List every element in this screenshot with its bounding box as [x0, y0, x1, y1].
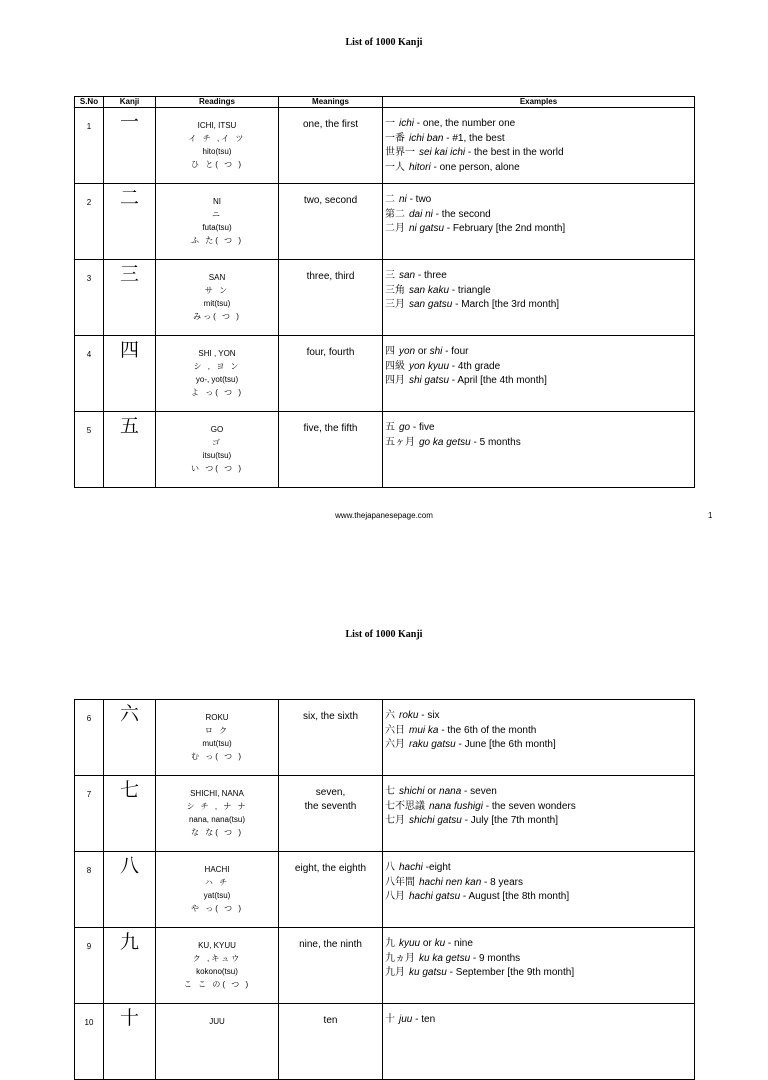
reading: nana, nana(tsu) [188, 815, 246, 824]
sno-cell [75, 928, 104, 1004]
reading: な な( つ ) [191, 828, 243, 837]
page-title: List of 1000 Kanji [345, 37, 423, 48]
readings-cell [156, 700, 279, 776]
example-line [385, 436, 694, 451]
example-romaji: ichi [399, 118, 415, 129]
example-meaning: - February [the 2nd month] [444, 223, 566, 234]
kanji-character: 十 [119, 1007, 139, 1029]
meanings-list [279, 776, 382, 814]
example-meaning: - September [the 9th month] [446, 967, 575, 978]
examples-cell [383, 336, 695, 412]
example-line [385, 952, 694, 967]
reading: kokono(tsu) [196, 967, 238, 976]
readings-cell [156, 260, 279, 336]
example-japanese: 十 [385, 1014, 395, 1025]
examples-cell [383, 1004, 695, 1080]
example-romaji: sei kai ichi [419, 147, 466, 158]
reading: KU, KYUU [198, 941, 236, 950]
example-line [385, 814, 694, 829]
reading: SAN [208, 273, 226, 282]
kanji-table-page-1 [74, 96, 695, 488]
example-japanese: 第二 [385, 208, 405, 220]
sno-cell [75, 108, 104, 184]
kanji-cell [104, 108, 156, 184]
sno-cell [75, 776, 104, 852]
examples-list [383, 108, 694, 175]
reading: みっ( つ ) [193, 312, 241, 321]
reading: yat(tsu) [203, 891, 231, 900]
kanji-cell [104, 928, 156, 1004]
meaning: the seventh [304, 801, 357, 812]
example-meaning-alt: - four [442, 346, 469, 357]
example-japanese: 二 [385, 194, 395, 205]
examples-list [383, 336, 694, 389]
reading: ハ チ [204, 878, 230, 887]
example-meaning: - six [418, 710, 440, 721]
example-line [385, 345, 694, 360]
meaning: ten [323, 1015, 338, 1026]
reading: yo-, yot(tsu) [195, 375, 239, 384]
example-romaji: san gatsu [409, 299, 453, 310]
example-japanese: 五 [385, 422, 395, 433]
sno-cell [75, 260, 104, 336]
example-meaning: -eight [422, 862, 451, 873]
example-romaji: roku [399, 710, 419, 721]
example-japanese: 一 [385, 118, 395, 129]
example-romaji: hachi nen kan [419, 876, 482, 888]
example-romaji: shichi gatsu [409, 815, 462, 826]
examples-list [383, 776, 694, 829]
example-meaning: - the seven wonders [482, 800, 576, 812]
readings-cell [156, 852, 279, 928]
meaning: six, the sixth [302, 711, 359, 722]
meanings-list [279, 108, 382, 132]
example-line [385, 284, 694, 299]
examples-list [383, 260, 694, 313]
reading: mut(tsu) [202, 739, 232, 748]
readings-cell [156, 184, 279, 260]
table-row [75, 1004, 695, 1080]
example-japanese: 六日 [385, 724, 405, 736]
meaning: one, the first [302, 119, 359, 130]
meanings-list [279, 852, 382, 876]
examples-cell [383, 260, 695, 336]
example-line [385, 724, 694, 739]
example-japanese: 三角 [385, 284, 405, 296]
kanji-cell [104, 184, 156, 260]
example-line [385, 132, 694, 147]
table-row [75, 700, 695, 776]
example-romaji: juu [399, 1014, 413, 1025]
reading: サ ン [204, 286, 230, 295]
example-meaning: - two [406, 194, 432, 205]
page-number: 1 [708, 511, 713, 520]
example-line [385, 269, 694, 284]
example-romaji: hachi gatsu [409, 891, 461, 902]
kanji-character: 一 [119, 111, 139, 133]
readings-list [156, 852, 278, 916]
readings-cell [156, 108, 279, 184]
example-romaji: ku gatsu [409, 967, 447, 978]
kanji-cell [104, 852, 156, 928]
example-line [385, 1013, 694, 1028]
serial-number: 2 [86, 198, 92, 207]
example-meaning: - August [the 8th month] [460, 891, 570, 902]
example-romaji: shichi [399, 786, 425, 797]
reading: hito(tsu) [202, 147, 232, 156]
example-romaji: dai ni [409, 208, 433, 220]
example-japanese: 八年間 [385, 876, 415, 888]
example-line [385, 421, 694, 436]
table-header-row [75, 97, 695, 108]
reading: ひ と( つ ) [191, 160, 243, 169]
examples-list [383, 928, 694, 981]
example-line [385, 890, 694, 905]
table-row [75, 776, 695, 852]
example-romaji-alt: shi [429, 346, 443, 357]
sno-cell [75, 700, 104, 776]
meanings-cell [279, 776, 383, 852]
example-japanese: 一番 [385, 132, 405, 144]
example-line [385, 738, 694, 753]
example-romaji: go ka getsu [419, 436, 471, 448]
example-japanese: 九月 [385, 967, 405, 978]
example-meaning: - the 6th of the month [438, 724, 537, 736]
example-meaning: - ten [412, 1014, 436, 1025]
reading: itsu(tsu) [202, 451, 232, 460]
meanings-cell [279, 336, 383, 412]
page-title: List of 1000 Kanji [345, 629, 423, 640]
example-romaji: yon [399, 346, 416, 357]
example-meaning: - three [415, 270, 447, 281]
reading: HACHI [204, 865, 230, 874]
reading: ニ [212, 210, 222, 219]
kanji-character: 二 [119, 187, 139, 209]
reading: GO [210, 425, 224, 434]
reading: い つ( つ ) [191, 464, 243, 473]
reading: SHI , YON [198, 349, 236, 358]
meanings-cell [279, 108, 383, 184]
reading: ク ,キュウ [192, 954, 242, 963]
example-japanese: 九ヵ月 [385, 952, 415, 964]
header-examples: Examples [383, 97, 695, 108]
example-japanese: 八月 [385, 891, 405, 902]
reading: ロ ク [204, 726, 230, 735]
readings-list [156, 700, 278, 764]
example-romaji: hachi [399, 862, 423, 873]
serial-number: 4 [86, 350, 92, 359]
example-meaning: - June [the 6th month] [455, 739, 556, 750]
example-meaning: - 4th grade [449, 360, 501, 372]
kanji-cell [104, 260, 156, 336]
sno-cell [75, 184, 104, 260]
example-meaning: - the second [432, 208, 491, 220]
example-meaning: - the best in the world [465, 147, 564, 158]
example-japanese: 六月 [385, 739, 405, 750]
kanji-cell [104, 336, 156, 412]
example-line [385, 861, 694, 876]
example-meaning: or [420, 938, 435, 949]
example-line [385, 298, 694, 313]
example-japanese: 二月 [385, 223, 405, 234]
examples-list [383, 412, 694, 450]
examples-cell [383, 776, 695, 852]
reading: む っ( つ ) [191, 752, 243, 761]
serial-number: 6 [86, 714, 92, 723]
sno-cell [75, 852, 104, 928]
readings-list [156, 336, 278, 400]
kanji-character: 八 [119, 855, 139, 877]
example-romaji: mui ka [409, 724, 439, 736]
example-meaning: - March [the 3rd month] [452, 299, 560, 310]
examples-cell [383, 852, 695, 928]
example-meaning: - July [the 7th month] [461, 815, 558, 826]
reading: ゴ [212, 438, 222, 447]
example-romaji: raku gatsu [409, 739, 456, 750]
example-japanese: 七 [385, 786, 395, 797]
example-japanese: 五ヶ月 [385, 436, 415, 448]
example-line [385, 709, 694, 724]
examples-cell [383, 108, 695, 184]
sno-cell [75, 412, 104, 488]
meaning: four, fourth [306, 347, 355, 358]
example-line [385, 966, 694, 981]
example-romaji: ku ka getsu [419, 952, 471, 964]
example-japanese: 一人 [385, 161, 405, 173]
example-line [385, 193, 694, 208]
kanji-character: 三 [119, 263, 139, 285]
reading: futa(tsu) [202, 223, 232, 232]
table-row [75, 260, 695, 336]
reading: SHICHI, NANA [190, 789, 244, 798]
example-meaning: - five [410, 422, 435, 433]
kanji-cell [104, 776, 156, 852]
serial-number: 9 [86, 942, 92, 951]
example-line [385, 374, 694, 389]
example-japanese: 四級 [385, 360, 405, 372]
examples-cell [383, 700, 695, 776]
example-meaning-alt: - seven [461, 786, 497, 797]
example-meaning: - 8 years [481, 876, 523, 888]
kanji-character: 四 [119, 339, 139, 361]
meanings-list [279, 928, 382, 952]
example-meaning: - April [the 4th month] [449, 375, 547, 386]
readings-list [156, 260, 278, 324]
meanings-cell [279, 1004, 383, 1080]
reading: JUU [209, 1017, 225, 1026]
reading: ICHI, ITSU [197, 121, 237, 130]
meanings-cell [279, 412, 383, 488]
sno-cell [75, 1004, 104, 1080]
example-romaji: go [399, 422, 411, 433]
serial-number: 1 [86, 122, 92, 131]
examples-list [383, 700, 694, 753]
readings-list [156, 776, 278, 840]
serial-number: 8 [86, 866, 92, 875]
examples-cell [383, 928, 695, 1004]
example-romaji: nana fushigi [429, 800, 483, 812]
example-romaji-alt: nana [439, 786, 462, 797]
meanings-cell [279, 928, 383, 1004]
kanji-character: 五 [119, 415, 139, 437]
example-line [385, 117, 694, 132]
examples-cell [383, 184, 695, 260]
example-meaning: - #1, the best [443, 132, 505, 144]
header-kanji: Kanji [104, 97, 156, 108]
example-line [385, 146, 694, 161]
example-romaji: shi gatsu [409, 375, 450, 386]
example-line [385, 937, 694, 952]
reading: NI [213, 197, 221, 206]
meanings-list [279, 1004, 382, 1028]
meanings-cell [279, 700, 383, 776]
header-meanings: Meanings [279, 97, 383, 108]
reading: シ , ヨ ン [193, 362, 241, 371]
footer-url: www.thejapanesepage.com [335, 511, 433, 520]
kanji-character: 九 [119, 931, 139, 953]
reading: こ こ の( つ ) [183, 980, 251, 989]
example-romaji: yon kyuu [409, 360, 450, 372]
example-japanese: 八 [385, 862, 395, 873]
example-meaning: - one person, alone [430, 161, 520, 173]
table-row [75, 412, 695, 488]
example-japanese: 三月 [385, 299, 405, 310]
example-meaning: - triangle [449, 284, 491, 296]
kanji-cell [104, 1004, 156, 1080]
reading: イ チ ,イ ツ [188, 134, 246, 143]
readings-list [156, 412, 278, 476]
examples-list [383, 852, 694, 905]
meaning: two, second [303, 195, 358, 206]
serial-number: 10 [84, 1018, 94, 1027]
example-line [385, 360, 694, 375]
example-romaji: san [399, 270, 416, 281]
reading: や っ( つ ) [191, 904, 243, 913]
readings-cell [156, 1004, 279, 1080]
readings-cell [156, 412, 279, 488]
readings-cell [156, 336, 279, 412]
example-romaji: ni [399, 194, 407, 205]
example-meaning: - 9 months [470, 952, 521, 964]
meanings-list [279, 184, 382, 208]
example-japanese: 世界一 [385, 147, 415, 158]
example-line [385, 161, 694, 176]
example-japanese: 九 [385, 938, 395, 949]
serial-number: 3 [86, 274, 92, 283]
meaning: three, third [306, 271, 355, 282]
kanji-character: 七 [119, 779, 139, 801]
table-row [75, 852, 695, 928]
example-romaji: ichi ban [409, 132, 444, 144]
table-row [75, 336, 695, 412]
meanings-cell [279, 184, 383, 260]
readings-list [156, 928, 278, 992]
example-meaning: - one, the number one [414, 118, 516, 129]
sno-cell [75, 336, 104, 412]
table-row [75, 108, 695, 184]
example-romaji-alt: ku [434, 938, 446, 949]
kanji-character: 六 [119, 703, 139, 725]
example-romaji: kyuu [399, 938, 421, 949]
example-japanese: 七月 [385, 815, 405, 826]
header-readings: Readings [156, 97, 279, 108]
meanings-cell [279, 852, 383, 928]
example-meaning: or [415, 346, 430, 357]
kanji-cell [104, 700, 156, 776]
readings-list [156, 108, 278, 172]
example-line [385, 800, 694, 815]
meanings-list [279, 336, 382, 360]
meanings-list [279, 700, 382, 724]
example-japanese: 三 [385, 270, 395, 281]
examples-list [383, 184, 694, 237]
meaning: nine, the ninth [299, 939, 362, 950]
reading: mit(tsu) [203, 299, 231, 308]
table-row [75, 928, 695, 1004]
example-romaji: ni gatsu [409, 223, 445, 234]
kanji-cell [104, 412, 156, 488]
table-row [75, 184, 695, 260]
example-japanese: 四 [385, 346, 395, 357]
serial-number: 7 [86, 790, 92, 799]
example-meaning-alt: - nine [445, 938, 473, 949]
header-sno: S.No [75, 97, 104, 108]
meaning: five, the fifth [303, 423, 358, 434]
readings-list [156, 184, 278, 248]
example-line [385, 222, 694, 237]
example-japanese: 六 [385, 710, 395, 721]
meaning: seven, [315, 787, 346, 798]
readings-cell [156, 928, 279, 1004]
example-meaning: - 5 months [470, 436, 521, 448]
example-japanese: 七不思議 [385, 800, 425, 812]
reading: シ チ , ナ ナ [186, 802, 248, 811]
meanings-list [279, 260, 382, 284]
meanings-list [279, 412, 382, 436]
reading: よ っ( つ ) [191, 388, 243, 397]
example-romaji: san kaku [409, 284, 450, 296]
meaning: eight, the eighth [294, 863, 367, 874]
examples-cell [383, 412, 695, 488]
meanings-cell [279, 260, 383, 336]
kanji-table-page-2 [74, 699, 695, 1080]
reading: ROKU [205, 713, 229, 722]
example-romaji: hitori [409, 161, 431, 173]
reading: ふ た( つ ) [191, 236, 243, 245]
example-line [385, 876, 694, 891]
example-line [385, 785, 694, 800]
example-japanese: 四月 [385, 375, 405, 386]
readings-cell [156, 776, 279, 852]
serial-number: 5 [86, 426, 92, 435]
example-meaning: or [424, 786, 440, 797]
example-line [385, 208, 694, 223]
